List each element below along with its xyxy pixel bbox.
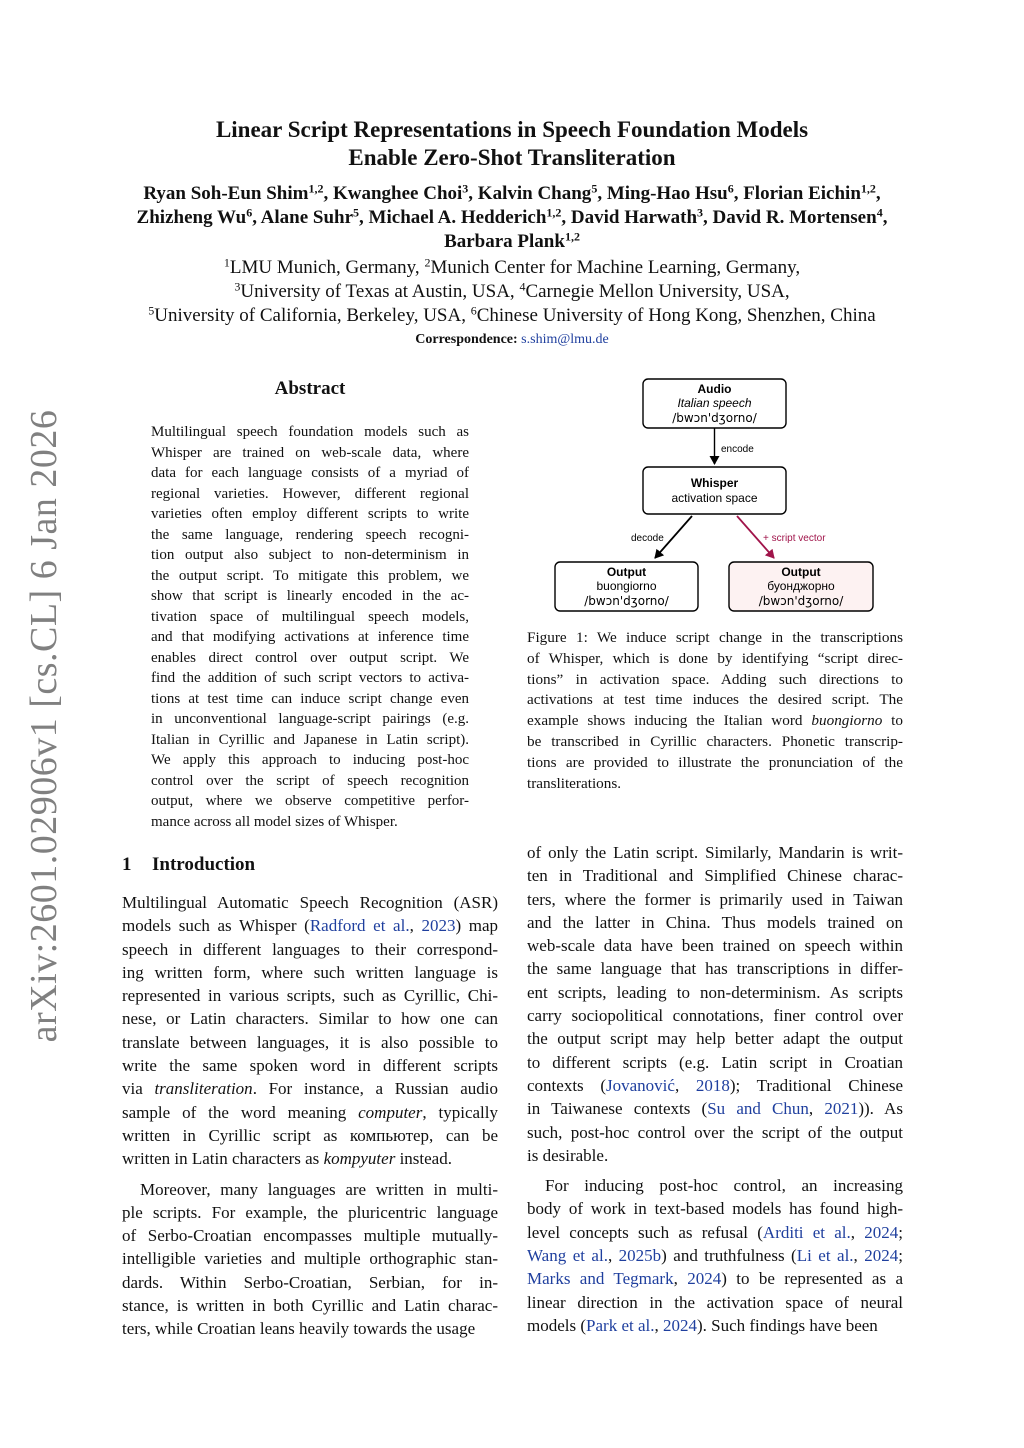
text-line: of only the Latin script. Similarly, Mandarin is writ- [527, 843, 903, 862]
figure-1-caption [527, 628, 903, 794]
output-cyrillic-word: буонджорно [767, 579, 835, 593]
text-line: ters, while Croatian leans heavily towards the usage [122, 1319, 476, 1339]
text-line: ple scripts. For example, the pluricentric language [122, 1202, 498, 1222]
text-line: such, post-hoc control over the script of the output [527, 1122, 903, 1142]
abstract-heading: Abstract [274, 378, 346, 399]
affiliations-line-2: $^3$University of Texas at Austin, USA, $^4$Carnegie Mellon University, USA, [234, 279, 790, 302]
text-line: example shows inducing the Italian word buongiorno to [527, 712, 903, 730]
text-line: intelligible varieties and multiple orthographic stan- [122, 1249, 498, 1269]
text-line: Whisper are trained on web-scale data, where [151, 444, 469, 461]
text-line: Marks and Tegmark, 2024) to be represented as a [527, 1269, 903, 1289]
whisper-box [643, 467, 786, 514]
affiliations-line-1: $^1$LMU Munich, Germany, $^2$Munich Center for Machine Learning, Germany, [223, 255, 801, 278]
text-line: Figure 1: We induce script change in the transcriptions [527, 629, 903, 646]
output-latin-title: Output [606, 565, 647, 579]
text-line: written in Cyrillic script as компьютер, can be [122, 1125, 498, 1145]
text-line: data for each language consists of a myriad of [151, 465, 469, 481]
text-line: mance across all model sizes of Whisper. [151, 813, 398, 830]
text-line: ters, where the former is primarily used in Taiwan [527, 889, 903, 909]
output-cyrillic-ipa: /bwɔn'dʒorno/ [758, 594, 844, 608]
text-line: the output script. To mitigate this problem, we [151, 567, 469, 584]
text-line: nese, or Latin characters. Similar to how one can [122, 1009, 498, 1029]
output-cyrillic-title: Output [781, 565, 821, 579]
output-latin-ipa: /bwɔn'dʒorno/ [584, 594, 669, 608]
text-line: We apply this approach to inducing post-hoc [151, 752, 469, 768]
section-title: Introduction [152, 854, 256, 875]
text-line: written in Latin characters as kompyuter instead. [122, 1149, 452, 1169]
text-line: level concepts such as refusal (Arditi et al., 2024; [527, 1222, 903, 1242]
authors-line-2: Zhizheng Wu$^6$, Alane Suhr$^5$, Michael A. Hedderich$^{1,2}$, David Harwath$^3$, David R. Mortensen$^4$, [136, 205, 888, 228]
text-line: body of work in text-based models has found high- [527, 1199, 903, 1219]
text-line: find the addition of such script vectors to activa- [151, 670, 469, 686]
correspondence-label: Correspondence: [415, 332, 518, 347]
text-line: tions at test time can induce script change even [151, 690, 469, 707]
text-line: in unconventional language-script pairings (e.g. [151, 711, 469, 727]
text-line: and that modifying activations at inference time [151, 629, 469, 645]
paragraph-gap [122, 1171, 498, 1178]
text-line: transliterations. [527, 774, 622, 792]
text-line: Multilingual Automatic Speech Recognition (ASR) [122, 893, 498, 912]
authors-line-3: Barbara Plank$^{1,2}$ [444, 229, 580, 252]
intro-column-right [527, 841, 903, 1337]
text-line: output, where we observe competitive perfor- [151, 793, 469, 809]
text-line: ing written form, where such written language is [122, 962, 498, 982]
audio-box-subtitle: Italian speech [677, 396, 752, 410]
text-line: speech in different languages to their correspond- [122, 939, 498, 959]
text-line: Italian in Cyrillic and Japanese in Latin script). [151, 731, 469, 748]
text-line: models (Park et al., 2024). Such findings have been [527, 1315, 878, 1335]
text-line: tions are provided to illustrate the pronunciation of the [527, 753, 903, 771]
text-line: carry sociopolitical connotations, finer control over [527, 1006, 903, 1026]
section-heading-introduction [122, 854, 255, 876]
script-vector-label: + script vector [763, 533, 826, 544]
text-line: the output script may help better adapt the output [527, 1029, 903, 1049]
decode-label: decode [631, 533, 664, 544]
audio-box [643, 379, 786, 428]
text-line: tivation space of multilingual speech models, [151, 608, 469, 625]
text-line: be transcribed in Cyrillic characters. Phonetic transcrip- [527, 732, 903, 750]
text-line: represented in various scripts, such as Cyrillic, Chi- [122, 986, 498, 1006]
text-line: dards. Within Serbo-Croatian, Serbian, for in- [122, 1272, 498, 1292]
text-line: stance, is written in both Cyrillic and Latin charac- [122, 1296, 498, 1316]
encode-label: encode [721, 444, 754, 455]
title-line-1: Linear Script Representations in Speech Foundation Models [215, 117, 809, 142]
text-line: and the latter in China. Thus models trained on [527, 912, 903, 932]
text-line: ent scripts, leading to non-determinism. As scripts [527, 982, 903, 1002]
text-line: to different scripts (e.g. Latin script in Croatian [527, 1052, 903, 1072]
text-line: the same language, rendering speech recogni- [151, 526, 469, 543]
text-line: models such as Whisper (Radford et al., 2023) map [122, 916, 498, 936]
text-line: sample of the word meaning computer, typically [122, 1102, 499, 1122]
affiliations [100, 256, 924, 328]
text-line: is desirable. [527, 1145, 609, 1165]
text-line: linear direction in the activation space of neural [527, 1292, 903, 1312]
text-line: tion output also subject to non-determinism in [151, 547, 469, 563]
author-list [100, 182, 924, 254]
text-line: the same language that has transcriptions in differ- [527, 959, 903, 979]
arxiv-id-text: arXiv:2601.02906v1 [cs.CL] 6 Jan 2026 [23, 409, 65, 1043]
correspondence [100, 332, 924, 348]
output-latin-word: buongiorno [596, 579, 657, 593]
authors-line-1: Ryan Soh-Eun Shim$^{1,2}$, Kwanghee Choi$^3$, Kalvin Chang$^5$, Ming-Hao Hsu$^6$, Florian Eichin$^{1,2}$, [143, 181, 881, 204]
figure-1-diagram [527, 370, 903, 620]
text-line: regional varieties. However, different regional [151, 485, 469, 502]
text-line: activations at test time induces the desired script. The [527, 691, 903, 709]
text-line: For inducing post-hoc control, an increasing [545, 1176, 903, 1196]
audio-box-title: Audio [697, 382, 732, 396]
abstract-body [151, 422, 469, 832]
text-line: ten in Traditional and Simplified Chinese charac- [527, 866, 903, 886]
text-line: of Whisper, which is done by identifying “script direc- [527, 649, 903, 667]
text-line: Wang et al., 2025b) and truthfulness (Li et al., 2024; [527, 1246, 903, 1266]
text-line: Multilingual speech foundation models such as [151, 424, 469, 440]
text-line: via transliteration. For instance, a Russian audio [122, 1079, 499, 1099]
section-number: 1 [122, 854, 132, 875]
text-line: tions” in activation space. Adding such directions to [527, 670, 903, 688]
correspondence-email-link[interactable]: s.shim@lmu.de [521, 332, 609, 347]
output-box-latin [555, 562, 698, 611]
text-line: translate between languages, it is also possible to [122, 1032, 498, 1052]
intro-column-left [122, 891, 498, 1341]
paper-title [120, 116, 904, 172]
text-line: web-scale data have been trained on speech within [527, 936, 903, 956]
whisper-box-title: Whisper [690, 476, 739, 490]
arxiv-sidebar-stamp [14, 409, 74, 1043]
whisper-box-subtitle: activation space [671, 491, 758, 505]
text-line: show that script is linearly encoded in the ac- [151, 588, 469, 604]
text-line: Moreover, many languages are written in multi- [140, 1179, 498, 1199]
text-line: control over the script of speech recognition [151, 772, 469, 789]
text-line: of Serbo-Croatian encompasses multiple mutually- [122, 1226, 498, 1246]
text-line: enables direct control over output script. We [151, 649, 469, 666]
text-line: varieties often employ different scripts to write [151, 506, 469, 522]
text-line: contexts (Jovanović, 2018); Traditional Chinese [527, 1075, 904, 1095]
paragraph-gap [527, 1167, 903, 1174]
audio-box-ipa: /bwɔn'dʒorno/ [672, 411, 757, 425]
text-line: in Taiwanese contexts (Su and Chun, 2021)). As [527, 1099, 904, 1119]
output-box-cyrillic [729, 562, 873, 611]
affiliations-line-3: $^5$University of California, Berkeley, USA, $^6$Chinese University of Hong Kong, Shenzhen, China [148, 303, 876, 326]
text-line: write the same spoken word in different scripts [122, 1056, 498, 1076]
title-line-2: Enable Zero-Shot Transliteration [348, 145, 676, 170]
